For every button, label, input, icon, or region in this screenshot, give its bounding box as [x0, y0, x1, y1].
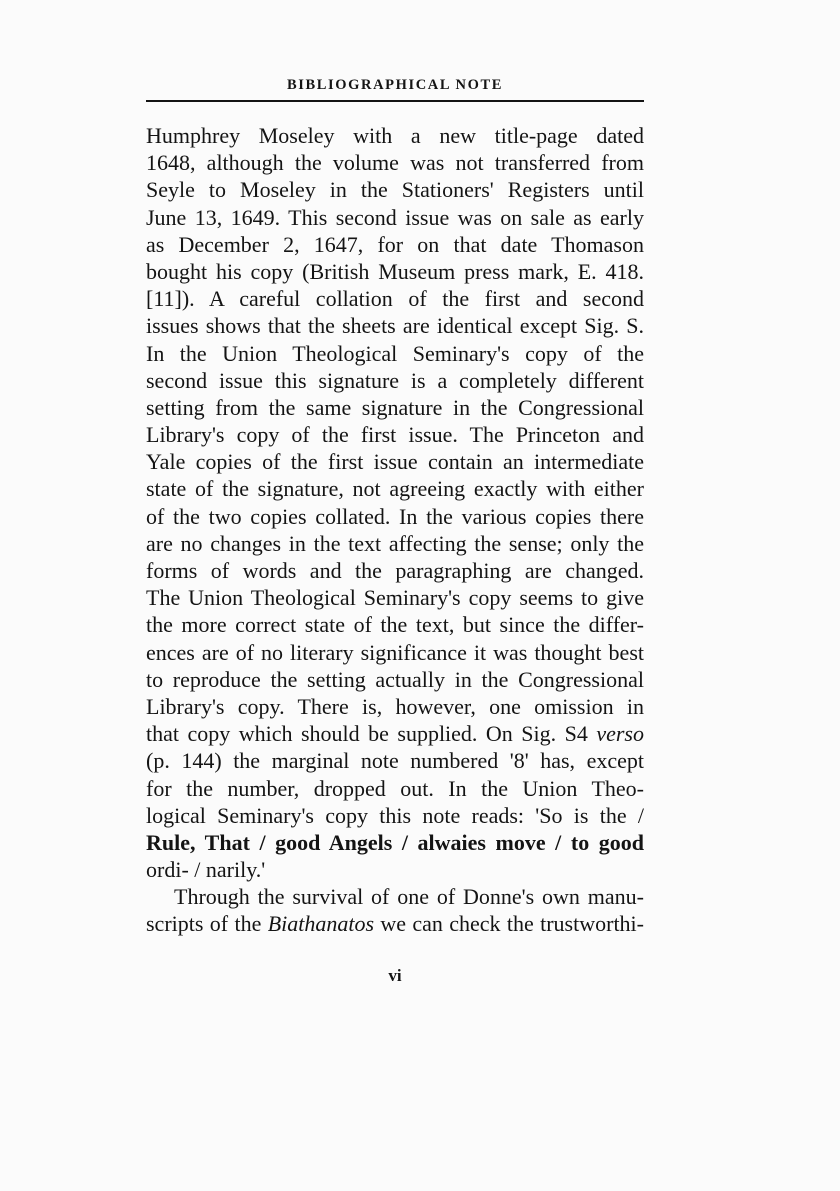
text-line: as December 2, 1647, for on that date Thomason: [146, 231, 644, 257]
text-segment: we can check the trustworthi-: [374, 911, 644, 937]
text-line: issues shows that the sheets are identical except Sig. S.: [146, 313, 644, 339]
paragraph-2: [146, 883, 644, 937]
text-line: of the two copies collated. In the various copies there: [146, 503, 644, 529]
text-line: ences are of no literary significance it was thought best: [146, 639, 644, 665]
header-rule: [146, 100, 644, 102]
text-line: [11]). A careful collation of the first and second: [146, 286, 644, 312]
text-line: Rule, That / good Angels / alwaies move / to good: [146, 829, 644, 855]
text-line: Through the survival of one of Donne's own manu-: [174, 884, 644, 910]
text-line: June 13, 1649. This second issue was on sale as early: [146, 204, 644, 230]
book-page: [146, 76, 644, 938]
text-line: setting from the same signature in the Congressional: [146, 394, 644, 420]
text-line: logical Seminary's copy this note reads: 'So is the /: [146, 802, 644, 828]
text-line: Library's copy of the first issue. The Princeton and: [146, 422, 644, 448]
text-line: 1648, although the volume was not transferred from: [146, 150, 644, 176]
text-line: Yale copies of the first issue contain an intermediate: [146, 449, 644, 475]
text-line: (p. 144) the marginal note numbered '8' has, except: [146, 748, 644, 774]
italic-verso: verso: [596, 721, 644, 747]
text-line: Library's copy. There is, however, one omission in: [146, 693, 644, 719]
text-line: The Union Theological Seminary's copy seems to give: [146, 585, 644, 611]
paragraph-1: [146, 122, 644, 883]
text-line: for the number, dropped out. In the Union Theo-: [146, 775, 644, 801]
text-line-with-italic: [146, 720, 644, 747]
text-line: Seyle to Moseley in the Stationers' Registers until: [146, 177, 644, 203]
page-number: vi: [388, 966, 402, 985]
text-line: state of the signature, not agreeing exactly with either: [146, 476, 644, 502]
text-segment: scripts of the: [146, 911, 268, 937]
body-text: [146, 122, 644, 938]
text-line: are no changes in the text affecting the sense; only the: [146, 530, 644, 556]
text-line: forms of words and the paragraphing are changed.: [146, 558, 644, 583]
text-line: the more correct state of the text, but since the differ-: [146, 612, 644, 638]
text-line: Humphrey Moseley with a new title-page dated: [146, 123, 644, 148]
text-segment: that copy which should be supplied. On Sig. S4: [146, 721, 588, 747]
text-line: ordi- / narily.': [146, 857, 266, 883]
text-line-with-italic: [146, 910, 644, 937]
italic-title: Biathanatos: [267, 911, 375, 937]
text-line: bought his copy (British Museum press mark, E. 418.: [146, 258, 644, 284]
text-line: second issue this signature is a completely different: [146, 367, 644, 393]
text-line: to reproduce the setting actually in the Congressional: [146, 666, 644, 692]
text-line: In the Union Theological Seminary's copy of the: [146, 340, 644, 366]
running-head: BIBLIOGRAPHICAL NOTE: [286, 77, 504, 93]
